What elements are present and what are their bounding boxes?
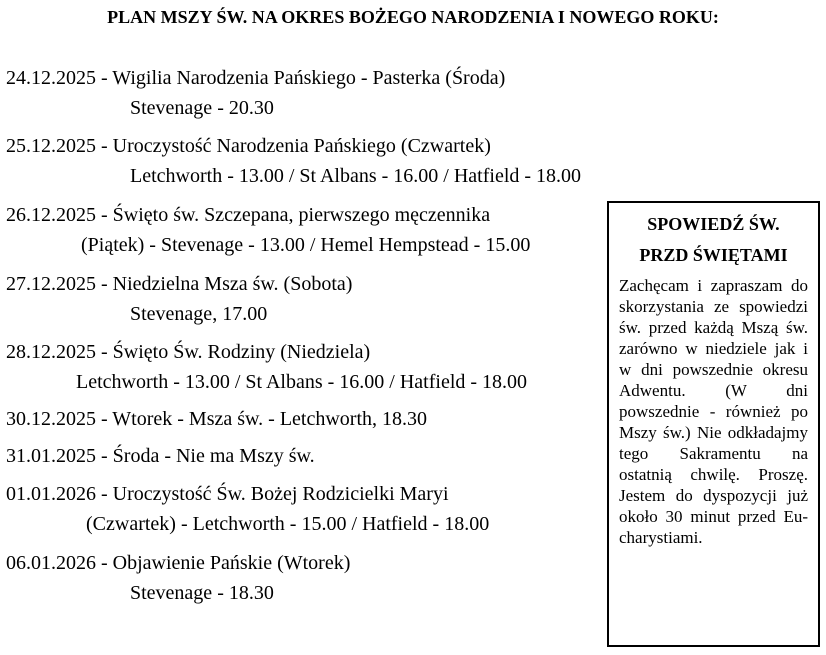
page-title: PLAN MSZY ŚW. NA OKRES BOŻEGO NARODZENIA I NOWEGO ROKU:	[107, 7, 719, 27]
entry-times-line: Stevenage - 18.30	[130, 582, 274, 604]
entry-date-line: 30.12.2025 - Wtorek - Msza św. - Letchworth, 18.30	[6, 408, 428, 430]
confession-text: Zachęcam i zapraszam do skorzystania ze spowiedzi św. przed każdą Mszą św. zarówno w niedziele jak i w dni powszednie okresu Adwentu. (W dni powszednie - również po Mszy św.) Nie odkładajmy tego Sakramentu na ostatnią chwilę. Proszę. Jestem do dyspozycji już około 30 minut przed Eucharystiami.	[619, 276, 808, 547]
entry-times-line: Letchworth - 13.00 / St Albans - 16.00 / Hatfield - 18.00	[130, 165, 582, 187]
entry-date-line: 26.12.2025 - Święto św. Szczepana, pierwszego męczennika	[6, 204, 491, 226]
confession-title-line: SPOWIEDŹ ŚW.	[647, 214, 780, 234]
entry-date-line: 06.01.2026 - Objawienie Pańskie (Wtorek)	[6, 552, 351, 574]
schedule-entry-0601	[6, 548, 350, 608]
schedule-entry-2712	[6, 269, 352, 329]
schedule-entry-2612	[6, 200, 530, 260]
entry-date-line: 31.01.2025 - Środa - Nie ma Mszy św.	[6, 445, 315, 467]
schedule-entry-2812	[6, 337, 527, 397]
entry-times-line: (Czwartek) - Letchworth - 15.00 / Hatfield - 18.00	[86, 513, 490, 535]
entry-date-line: 01.01.2026 - Uroczystość Św. Bożej Rodzicielki Maryi	[6, 483, 449, 505]
schedule-entry-3101	[6, 441, 315, 471]
confession-title-line: PRZD ŚWIĘTAMI	[639, 245, 788, 265]
schedule-entry-2512	[6, 131, 581, 191]
schedule-entry-2412	[6, 63, 505, 123]
entry-date-line: 25.12.2025 - Uroczystość Narodzenia Pańskiego (Czwartek)	[6, 135, 491, 157]
entry-times-line: Stevenage, 17.00	[130, 303, 268, 325]
entry-times-line: Letchworth - 13.00 / St Albans - 16.00 / Hatfield - 18.00	[76, 371, 528, 393]
confession-title	[619, 209, 808, 271]
entry-times-line: (Piątek) - Stevenage - 13.00 / Hemel Hempstead - 15.00	[81, 234, 531, 256]
entry-date-line: 28.12.2025 - Święto Św. Rodziny (Niedziela)	[6, 341, 371, 363]
schedule-entry-0101	[6, 479, 489, 539]
entry-date-line: 27.12.2025 - Niedzielna Msza św. (Sobota)	[6, 273, 353, 295]
confession-notice-box	[607, 201, 820, 647]
entry-times-line: Stevenage - 20.30	[130, 97, 274, 119]
schedule-entry-3012	[6, 404, 427, 434]
entry-date-line: 24.12.2025 - Wigilia Narodzenia Pańskiego - Pasterka (Środa)	[6, 67, 506, 89]
